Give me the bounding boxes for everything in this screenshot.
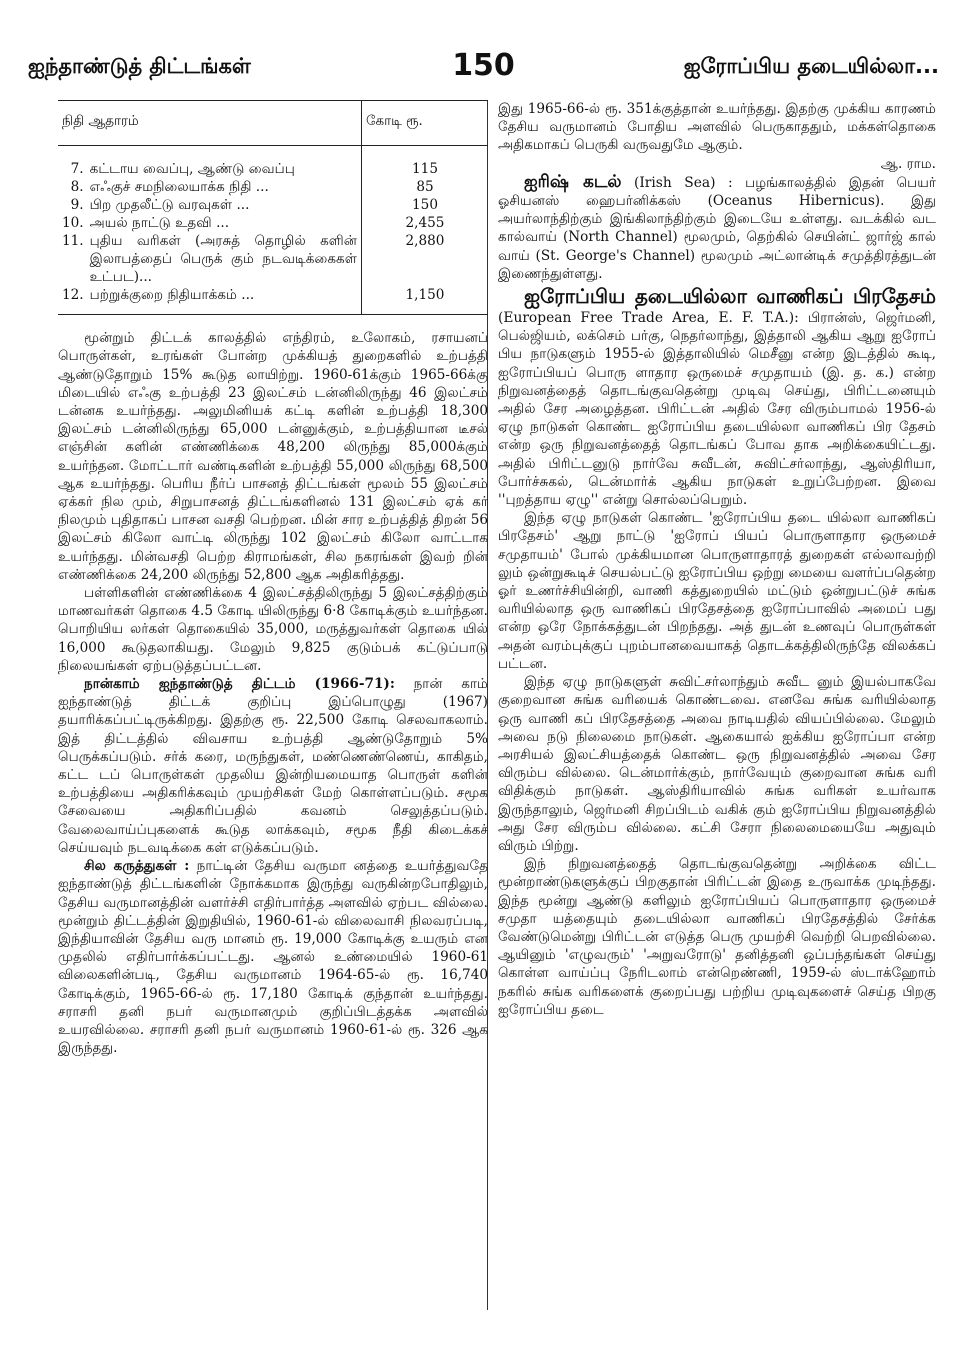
row-amount: 150 xyxy=(362,196,489,214)
entry-english-irish-sea: (Irish Sea) : xyxy=(621,174,733,191)
table-header-source: நிதி ஆதாரம் xyxy=(58,101,362,146)
entry-english-efta: (European Free Trade Area, E. F. T.A.): xyxy=(498,310,799,327)
fund-source-table xyxy=(58,100,488,315)
running-header xyxy=(28,48,939,88)
paragraph-efta-formation: இந் நிறுவனத்தைத் தொடங்குவதென்று அறிக்கை விட்ட மூன்றாண்டுகளுக்குப் பிறகுதான் பிரிட்டன் இதை உருவாக்க முடிந்தது. இந்த மூன்று ஆண்டு களிலும் ஐரோப்பியப் பொருளாதார ஒருமைச் சமுதா யத்தையும் தடையில்லா வாணிகப் பிரதேசத்தில் சேர்க்க வேண்டுமென்று பிரிட்டன் எடுத்த பெரு முயற்சி வெற்றி பெறவில்லை. ஆயினும் 'எழுவரும்' 'அறுவரோடு' தனித்தனி ஒப்பந்தங்கள் செய்து கொள்ள வாய்ப்பு நேரிடலாம் என்றெண்ணி, 1959-ல் ஸ்டாக்ஹோம் நகரில் சுங்க வரிகளைக் குறைப்பது பற்றிய முடிவுகளைச் செய்த பிறகு ஐரோப்பிய தடை xyxy=(498,856,936,1018)
paragraph-continued-income: இது 1965-66-ல் ரூ. 351க்குத்தான் உயர்ந்தது. இதற்கு முக்கிய காரணம் தேசிய வருமானம் போதிய அளவில் பெருகாததும், மக்கள்தொகை அதிகமாகப் பெருகி வருவதுமே ஆகும். xyxy=(498,101,936,154)
row-number: 9. xyxy=(70,197,84,214)
row-label: எஃகுச் சமநிலையாக்க நிதி ... xyxy=(89,179,269,196)
page-number: 150 xyxy=(452,48,515,83)
header-left-title: ஐந்தாண்டுத் திட்டங்கள் xyxy=(28,54,251,78)
row-number: 11. xyxy=(62,233,84,250)
row-label: புதிய வரிகள் (அரசுத் தொழில் களின் இலாபத்தைப் பெருக் கும் நடவடிக்கைகள் உட்பட)... xyxy=(89,233,357,286)
table-row xyxy=(58,286,488,315)
entry-body-irish-sea: பழங்காலத்தில் இதன் பெயர் ஓசியனஸ் ஹைபர்னிக்கஸ் (Oceanus Hibernicus). இது அயர்லாந்திற்கும் இங்கிலாந்திற்கும் இடையே உள்ளது. வடக்கில் வட கால்வாய் (North Channel) மூலமும், தெற்கில் செயின்ட் ஜார்ஜ் கால் வாய் (St. George's Channel) மூலமும் அட்லான்டிக் சமுத்திரத்துடன் இணைந்துள்ளது. xyxy=(498,174,936,282)
paragraph-efta-purpose: இந்த ஏழு நாடுகள் கொண்ட 'ஐரோப்பிய தடை யில்லா வாணிகப் பிரதேசம்' ஆறு நாட்டு 'ஐரோப் பியப் பொருளாதார ஒருமைச் சமுதாயம்' போல் முக்கியமான பொருளாதாரத் துறைகள் எல்லாவற்றி லும் ஒன்றுகூடிச் செயல்பட்டு ஐரோப்பிய ஒற்று மையை வளர்ப்பதென்ற ஓர் உணர்ச்சியின்றி, வாணி கத்துறையில் மட்டும் ஒன்றுபட்டுச் சுங்க வரியில்லாத ஒரு வாணிகப் பிரதேசத்தை ஐரோப்பாவில் அமைப் பது என்ற ஒரே நோக்கத்துடன் பிறந்தது. அத் துடன் உணவுப் பொருள்கள் அதன் வரம்புக்குப் புறம்பானவையாகத் தொடக்கத்திலிருந்தே விலக்கப் பட்டன. xyxy=(498,510,936,672)
header-right-title: ஐரோப்பிய தடையில்லா... xyxy=(683,54,939,78)
right-column xyxy=(498,100,936,1019)
row-amount: 115 xyxy=(362,146,489,179)
entry-body-efta: பிரான்ஸ், ஜெர்மனி, பெல்ஜியம், லக்செம் பர்கு, நெதர்லாந்து, இத்தாலி ஆகிய ஆறு ஐரோப் பிய நாடுகளும் 1955-ல் இத்தாலியில் மெசீனு என்ற இடத்தில் கூடி, ஐரோப்பியப் பொரு ளாதார ஒருமைச் சமுதாயம் (இ. த. க.) என்ற நிறுவனத்தைத் தொடங்குவதென்று முடிவு செய்து, பிரிட்டனையும் அதில் சேர அழைத்தன. பிரிட்டன் அதில் சேர விரும்பாமல் 1956-ல் ஏழு நாடுகள் கொண்ட ஐரோப்பிய தடையில்லா வாணிகப் பிர தேசம் என்ற ஒரு நிறுவனத்தைத் தொடங்கப் போவ தாக அறிக்கையிட்டது. அதில் பிரிட்டனுடு நார்வே சுவீடன், சுவிட்சர்லாந்து, ஆஸ்திரியா, போர்ச்சுகல், டென்மார்க் ஆகிய நாடுகள் உறுப்பேற்றன. இவை ''புறத்தாய ஏழு'' என்று சொல்லப்பெறும். xyxy=(498,310,936,509)
paragraph-efta-members: இந்த ஏழு நாடுகளுள் சுவிட்சர்லாந்தும் சுவீட னும் இயல்பாகவே குறைவான சுங்க வரியைக் கொண்டவை. எனவே சுங்க வரியில்லாத ஒரு வாணி கப் பிரதேசத்தை அவை நாடியதில் வியப்பில்லை. மேலும் அவை நடு நிலைமை நாடுகள். ஆகையால் ஐக்கிய ஐரோப்பா என்ற அரசியல் இலட்சியத்தைக் கொண்ட ஒரு நிறுவனத்தில் அவை சேர விரும்ப வில்லை. டென்மார்க்கும், நார்வேயும் குறைவான சுங்க வரி விதிக்கும் நாடுகள். ஆஸ்திரியாவில் சுங்க வரிகள் உயர்வாக இருந்தாலும், ஜெர்மனி சிறப்பிடம் வகிக் கும் ஐரோப்பிய நிறுவனத்தில் அது சேர விரும்ப வில்லை. கட்சி சேரா நிலைமையையே அதுவும் விரும் பிற்று. xyxy=(498,674,936,854)
row-label: பற்றுக்குறை நிதியாக்கம் ... xyxy=(86,286,362,315)
entry-title-irish-sea: ஐரிஷ் கடல் xyxy=(524,171,622,192)
paragraph-observations xyxy=(58,857,488,1057)
fourth-plan-text: நான் காம் ஐந்தாண்டுத் திட்டக் குறிப்பு இப்பொழுது (1967) தயாரிக்கப்பட்டிருக்கிறது. இதற்கு ரூ. 22,500 கோடி செலவாகலாம். இத் திட்டத்தில் விவசாய உற்பத்தி ஆண்டுதோறும் 5% பெருக்கப்படும். சர்க் கரை, மருந்துகள், மண்ணெண்ணெய், காகிதம், கட்ட டப் பொருள்கள் முதலிய இன்றியமையாத பொருள் களின் உற்பத்தியை அதிகரிக்கவும் முயற்சிகள் மேற் கொள்ளப்படும். சமூக சேவையை அதிகரிப்பதில் கவனம் செலுத்தப்படும். வேலைவாய்ப்புகளைக் கூடுத லாக்கவும், சமூக நீதி கிடைக்கச் செய்யவும் நடவடிக்கை கள் எடுக்கப்படும். xyxy=(58,676,488,856)
row-amount: 85 xyxy=(362,178,489,196)
table-row xyxy=(58,232,488,286)
observations-text: நாட்டின் தேசிய வருமா னத்தை உயர்த்துவதே ஐந்தாண்டுத் திட்டங்களின் நோக்கமாக இருந்து வருகின்றபோதிலும், தேசிய வருமானத்தின் வளர்ச்சி எதிர்பார்த்த அளவில் ஏற்பட வில்லை. மூன்றும் திட்டத்தின் இறுதியில், 1960-61-ல் விலைவாசி நிலவரப்படி, இந்தியாவின் தேசிய வரு மானம் ரூ. 19,000 கோடிக்கு உயரும் என முதலில் எதிர்பார்க்கப்பட்டது. ஆனல் உண்மையில் 1960-61 விலைகளின்படி, தேசிய வருமானம் 1964-65-ல் ரூ. 16,740 கோடிக்கும், 1965-66-ல் ரூ. 17,180 கோடிக் குந்தான் உயர்ந்தது. சராசரி தனி நபர் வருமானமும் குறிப்பிடத்தக்க அளவில் உயரவில்லை. சராசரி தனி நபர் வருமானம் 1960-61-ல் ரூ. 326 ஆக இருந்தது. xyxy=(58,858,488,1057)
author-initials: ஆ. ராம. xyxy=(880,155,936,172)
row-number: 8. xyxy=(70,179,84,196)
table-row xyxy=(58,214,488,232)
row-number: 10. xyxy=(62,215,84,232)
row-amount: 2,455 xyxy=(362,214,489,232)
left-column xyxy=(58,100,488,1057)
entry-title-efta: ஐரோப்பிய தடையில்லா வாணிகப் பிரதேசம் xyxy=(524,284,936,309)
table-row xyxy=(58,196,488,214)
table-row xyxy=(58,146,488,179)
table-header-amount: கோடி ரூ. xyxy=(362,101,489,146)
row-amount: 2,880 xyxy=(362,232,489,286)
paragraph-education: பள்ளிகளின் எண்ணிக்கை 4 இலட்சத்திலிருந்து 5 இலட்சத்திற்கும் மாணவர்கள் தொகை 4.5 கோடி யிலிருந்து 6·8 கோடிக்கும் உயர்ந்தன. பொறியிய லர்கள் தொகையில் 35,000, மருத்துவர்கள் தொகை யில் 16,000 கூடுதலாகியது. மேலும் 9,825 குடும்பக் கட்டுப்பாடு நிலையங்கள் ஏற்படுத்தப்பட்டன. xyxy=(58,585,488,674)
row-amount: 1,150 xyxy=(362,286,489,315)
table-row xyxy=(58,178,488,196)
paragraph-fourth-plan xyxy=(58,675,488,857)
subheading-fourth-plan: நான்காம் ஐந்தாண்டுத் திட்டம் (1966-71): xyxy=(84,676,395,693)
paragraph-third-plan-results: மூன்றும் திட்டக் காலத்தில் எந்திரம், உலோகம், ரசாயனப் பொருள்கள், உரங்கள் போன்ற முக்கியத் துறைகளில் உற்பத்தி ஆண்டுதோறும் 15% கூடுத லாயிற்று. 1960-61க்கும் 1965-66க்கு மிடையில் எஃகு உற்பத்தி 23 இலட்சம் டன்னிலிருந்து 46 இலட்சம் டன்னக உயர்ந்தது. அலுமினியக் கட்டி களின் உற்பத்தி 18,300 இலட்சம் டன்னிலிருந்து 65,000 டன்னுக்கும், உற்பத்தியான டீசல் எஞ்சின் களின் எண்ணிக்கை 48,200 லிருந்து 85,000க்கும் உயர்ந்தன. மோட்டார் வண்டிகளின் உற்பத்தி 55,000 லிருந்து 68,500 ஆக உயர்ந்தது. பெரிய நீர்ப் பாசனத் திட்டங்கள் மூலம் 55 இலட்சம் ஏக்கர் நில மும், சிறுபாசனத் திட்டங்களினல் 131 இலட்சம் ஏக் கர் நிலமும் புதிதாகப் பாசன வசதி பெற்றன. மின் சார உற்பத்தித் திறன் 56 இலட்சம் கிலோ வாட்டி லிருந்து 102 இலட்சம் கிலோ வாட்டாக உயர்ந்தது. மின்வசதி பெற்ற கிராமங்கள், சில நகரங்கள் இவற் றின் எண்ணிக்கை 24,200 லிருந்து 52,800 ஆக அதிகரித்தது. xyxy=(58,330,488,583)
entry-irish-sea xyxy=(498,173,936,283)
row-label: கட்டாய வைப்பு, ஆண்டு வைப்பு xyxy=(89,161,295,178)
row-label: அயல் நாட்டு உதவி ... xyxy=(89,215,230,232)
row-label: பிற முதலீட்டு வரவுகள் ... xyxy=(89,197,250,214)
subheading-observations: சில கருத்துகள் : xyxy=(84,858,190,875)
entry-efta xyxy=(498,283,936,509)
row-number: 12. xyxy=(58,286,86,315)
row-number: 7. xyxy=(70,161,84,178)
